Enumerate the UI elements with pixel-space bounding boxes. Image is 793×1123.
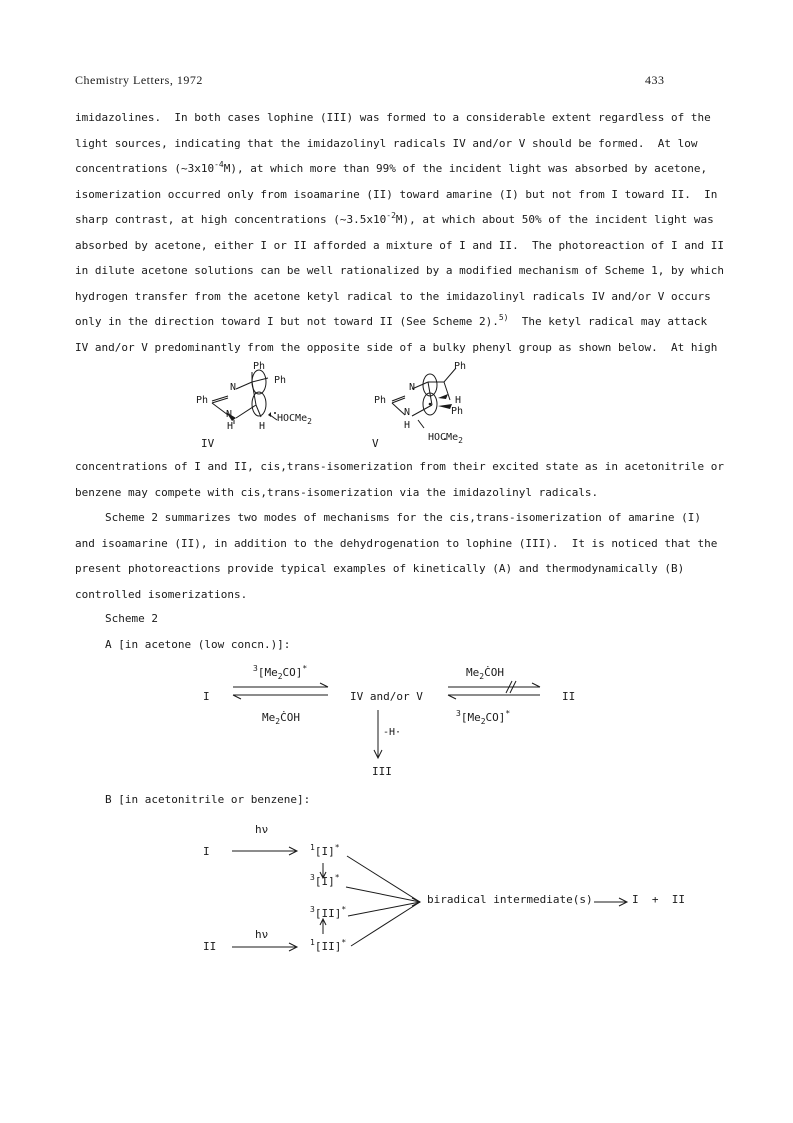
superscript: *: [302, 664, 308, 673]
text-line: hydrogen transfer from the acetone ketyl radical to the imidazolinyl radicals IV and/or V occurs: [75, 289, 711, 303]
n-bottom-label: N: [404, 407, 411, 418]
scheme-b-heading: B [in acetonitrile or benzene]:: [105, 793, 311, 806]
biradical-label: biradical intermediate(s): [427, 893, 593, 906]
text-fragment: ĊOH: [280, 711, 300, 724]
hocme2-label: [428, 432, 463, 443]
n-top-label: N: [409, 382, 416, 393]
text-line: absorbed by acetone, either I or II afforded a mixture of I and II. The photoreaction of I and II: [75, 238, 725, 252]
ph-top-label: Ph: [454, 361, 467, 372]
scheme-title: Scheme 2: [105, 612, 158, 625]
text-line: benzene may compete with cis,trans-isomerization via the imidazolinyl radicals.: [75, 485, 599, 499]
superscript: *: [341, 905, 347, 914]
hv-label: hν: [255, 928, 269, 941]
scheme-b-arrows: [0, 830, 793, 970]
paragraph-3: [75, 505, 718, 607]
superscript: -2: [386, 211, 396, 220]
text-line: [75, 309, 715, 335]
superscript: 1: [310, 938, 315, 947]
superscript: 3: [310, 873, 315, 882]
text-fragment: sharp contrast, at high concentrations (~3.5x10: [75, 213, 387, 226]
text-line: Scheme 2 summarizes two modes of mechanisms for the cis,trans-isomerization of amarine (I): [105, 511, 702, 524]
text-fragment: only in the direction toward I but not toward II (See Scheme 2).: [75, 315, 499, 328]
text-fragment: Me: [466, 666, 480, 679]
hv-label: hν: [255, 823, 269, 836]
superscript: *: [505, 709, 511, 718]
text-line: in dilute acetone solutions can be well rationalized by a modified mechanism of Scheme 1, by which: [75, 264, 725, 277]
ph-left-label: Ph: [374, 395, 387, 406]
text-fragment: [II]: [314, 907, 342, 920]
text-line: and isoamarine (II), in addition to the dehydrogenation to lophine (III). It is noticed that the: [75, 536, 718, 550]
text-fragment: M), at which more than 99% of the incident light was absorbed by acetone,: [223, 162, 708, 175]
text-line: light sources, indicating that the imidazolinyl radicals IV and/or V should be formed. At low: [75, 136, 698, 150]
products-label: I + II: [632, 893, 685, 906]
hocme-text: HOCMe: [277, 413, 308, 424]
text-line: imidazolines. In both cases lophine (III) was formed to a considerable extent regardless of the: [75, 111, 711, 124]
journal-header: Chemistry Letters, 1972: [75, 73, 203, 87]
text-fragment: CO]: [282, 666, 303, 679]
subscript: 2: [307, 417, 312, 426]
text-line: concentrations of I and II, cis,trans-isomerization from their excited state as in acetonitrile or: [75, 460, 725, 473]
text-line: isomerization occurred only from isoamarine (II) toward amarine (I) but not from I toward II. In: [75, 187, 718, 201]
h-label: H: [404, 420, 411, 431]
superscript: 3: [253, 664, 258, 673]
superscript: 3: [310, 905, 315, 914]
superscript: 1: [310, 843, 315, 852]
h-label: H: [259, 421, 266, 432]
text-fragment: Me: [262, 711, 276, 724]
ph-right-label: Ph: [451, 406, 464, 417]
paragraph-2: [75, 454, 725, 505]
text-fragment: [I]: [314, 845, 335, 858]
text-fragment: CO]: [485, 711, 506, 724]
subscript: 2: [275, 717, 281, 726]
hocme-text: HOCMe: [428, 432, 459, 443]
h-label: H: [455, 395, 462, 406]
compound-iv-v: IV and/or V: [350, 690, 423, 703]
compound-iii: III: [372, 765, 392, 778]
text-line: controlled isomerizations.: [75, 587, 248, 601]
compound-i: I: [203, 690, 210, 703]
n-bottom-label: N: [226, 409, 233, 420]
text-fragment: M), at which about 50% of the incident light was: [395, 213, 714, 226]
paragraph-1: [75, 105, 725, 360]
compound-ii: II: [562, 690, 576, 703]
superscript: -4: [214, 160, 224, 169]
n-top-label: N: [230, 382, 237, 393]
superscript: 3: [456, 709, 461, 718]
text-line: [75, 156, 715, 182]
h-loss-label: -H·: [383, 727, 402, 738]
compound-ii: II: [203, 940, 217, 953]
superscript: *: [334, 843, 340, 852]
subscript: 2: [480, 717, 486, 726]
text-fragment: [Me: [460, 711, 481, 724]
scheme-a-arrows: [0, 670, 793, 790]
text-fragment: The ketyl radical may attack: [508, 315, 708, 328]
text-line: [75, 207, 715, 233]
superscript: *: [334, 873, 340, 882]
text-fragment: [II]: [314, 940, 342, 953]
scheme-a-heading: A [in acetone (low concn.)]:: [105, 638, 291, 651]
hocme2-label: [277, 413, 312, 424]
page-number: 433: [645, 73, 665, 87]
text-fragment: concentrations (~3x10: [75, 162, 215, 175]
ph-top-label: Ph: [253, 361, 266, 372]
subscript: 2: [479, 672, 485, 681]
ph-right-label: Ph: [274, 375, 287, 386]
text-fragment: ĊOH: [484, 666, 504, 679]
text-fragment: [I]: [314, 875, 335, 888]
superscript: *: [341, 938, 347, 947]
compound-i: I: [203, 845, 210, 858]
reference-superscript: 5): [498, 313, 509, 322]
text-fragment: [Me: [257, 666, 278, 679]
text-line: IV and/or V predominantly from the opposite side of a bulky phenyl group as shown below. At high: [75, 340, 718, 354]
h-label: H: [227, 421, 234, 432]
structure-label-v: V: [372, 437, 379, 450]
subscript: 2: [277, 672, 283, 681]
ph-left-label: Ph: [196, 395, 209, 406]
text-line: present photoreactions provide typical examples of kinetically (A) and thermodynamically (B): [75, 562, 685, 575]
structure-label-iv: IV: [201, 437, 215, 450]
subscript: 2: [458, 436, 463, 445]
